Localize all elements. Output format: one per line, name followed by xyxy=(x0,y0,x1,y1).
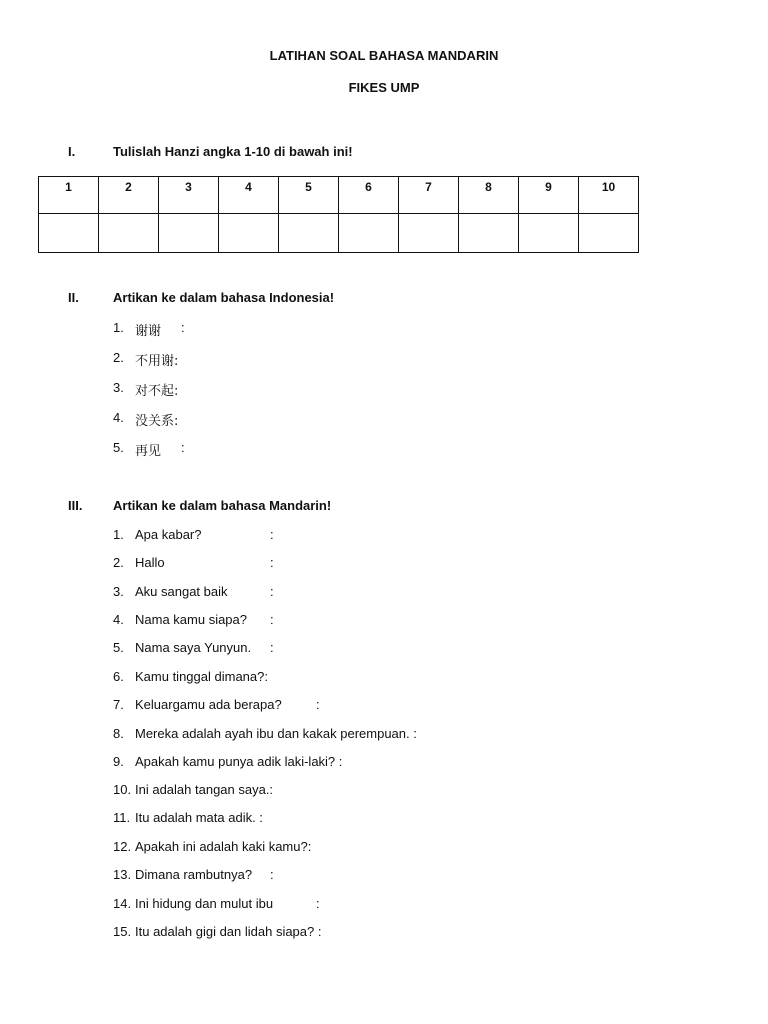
item-text: 再见 xyxy=(135,444,162,459)
item-number: 10. xyxy=(113,782,132,797)
item-text: 谢谢 xyxy=(135,324,162,339)
hanzi-table-header-cell: 7 xyxy=(399,177,459,214)
section2-roman: II. xyxy=(68,290,79,305)
section2-instruction: Artikan ke dalam bahasa Indonesia! xyxy=(113,290,335,305)
item-number: 15. xyxy=(113,924,132,939)
item-number: 7. xyxy=(113,697,124,712)
hanzi-answer-cell[interactable] xyxy=(159,214,219,253)
hanzi-table-header-cell: 3 xyxy=(159,177,219,214)
item-text: Apakah kamu punya adik laki-laki? : xyxy=(135,754,343,769)
item-colon: : xyxy=(270,584,274,599)
item-number: 11. xyxy=(113,810,131,825)
hanzi-answer-cell[interactable] xyxy=(399,214,459,253)
item-colon: : xyxy=(181,320,185,335)
item-text: 不用谢: xyxy=(135,354,179,369)
item-colon: : xyxy=(316,896,320,911)
hanzi-answer-cell[interactable] xyxy=(279,214,339,253)
item-number: 1. xyxy=(113,320,124,335)
item-number: 14. xyxy=(113,896,132,911)
item-text: Ini hidung dan mulut ibu xyxy=(135,896,274,911)
hanzi-answer-cell[interactable] xyxy=(519,214,579,253)
hanzi-answer-cell[interactable] xyxy=(579,214,639,253)
hanzi-table-header-cell: 1 xyxy=(39,177,99,214)
hanzi-table-header-cell: 8 xyxy=(459,177,519,214)
item-number: 4. xyxy=(113,410,124,425)
hanzi-table-header-cell: 5 xyxy=(279,177,339,214)
hanzi-answer-cell[interactable] xyxy=(219,214,279,253)
item-text: Nama saya Yunyun. xyxy=(135,640,252,655)
section1-instruction: Tulislah Hanzi angka 1-10 di bawah ini! xyxy=(113,144,353,159)
item-text: Apakah ini adalah kaki kamu?: xyxy=(135,839,312,854)
item-text: Hallo xyxy=(135,555,165,570)
item-colon: : xyxy=(181,440,185,455)
section3-roman: III. xyxy=(68,498,83,513)
hanzi-number-table xyxy=(38,176,639,253)
item-number: 2. xyxy=(113,555,124,570)
item-number: 5. xyxy=(113,640,124,655)
item-text: Keluargamu ada berapa? xyxy=(135,697,282,712)
item-number: 4. xyxy=(113,612,124,627)
item-text: Mereka adalah ayah ibu dan kakak perempuan. : xyxy=(135,726,417,741)
item-colon: : xyxy=(270,867,274,882)
item-number: 13. xyxy=(113,867,132,882)
hanzi-table-answer-row xyxy=(39,214,639,253)
item-colon: : xyxy=(270,527,274,542)
hanzi-answer-cell[interactable] xyxy=(39,214,99,253)
item-colon: : xyxy=(316,697,320,712)
section3-instruction: Artikan ke dalam bahasa Mandarin! xyxy=(113,498,332,513)
item-colon: : xyxy=(270,640,274,655)
hanzi-answer-cell[interactable] xyxy=(339,214,399,253)
item-text: 没关系: xyxy=(135,414,179,429)
section1-roman: I. xyxy=(68,144,76,159)
page-subtitle: FIKES UMP xyxy=(348,80,420,95)
item-number: 6. xyxy=(113,669,124,684)
hanzi-answer-cell[interactable] xyxy=(459,214,519,253)
item-text: Itu adalah gigi dan lidah siapa? : xyxy=(135,924,322,939)
hanzi-table-header-cell: 2 xyxy=(99,177,159,214)
item-number: 1. xyxy=(113,527,124,542)
hanzi-table-header-cell: 9 xyxy=(519,177,579,214)
item-colon: : xyxy=(270,612,274,627)
hanzi-table-header-cell: 10 xyxy=(579,177,639,214)
item-text: 对不起: xyxy=(135,384,179,399)
hanzi-table-header-cell: 6 xyxy=(339,177,399,214)
page-title: LATIHAN SOAL BAHASA MANDARIN xyxy=(269,48,499,63)
hanzi-table-header-cell: 4 xyxy=(219,177,279,214)
item-number: 3. xyxy=(113,584,124,599)
item-number: 2. xyxy=(113,350,124,365)
item-text: Kamu tinggal dimana?: xyxy=(135,669,268,684)
item-text: Nama kamu siapa? xyxy=(135,612,247,627)
item-text: Ini adalah tangan saya.: xyxy=(135,782,274,797)
item-number: 5. xyxy=(113,440,124,455)
item-number: 9. xyxy=(113,754,124,769)
item-text: Itu adalah mata adik. : xyxy=(135,810,263,825)
hanzi-table-header-row xyxy=(39,177,639,214)
hanzi-answer-cell[interactable] xyxy=(99,214,159,253)
item-text: Apa kabar? xyxy=(135,527,202,542)
item-text: Dimana rambutnya? xyxy=(135,867,253,882)
item-number: 8. xyxy=(113,726,124,741)
item-number: 3. xyxy=(113,380,124,395)
item-text: Aku sangat baik xyxy=(135,584,228,599)
item-number: 12. xyxy=(113,839,132,854)
item-colon: : xyxy=(270,555,274,570)
